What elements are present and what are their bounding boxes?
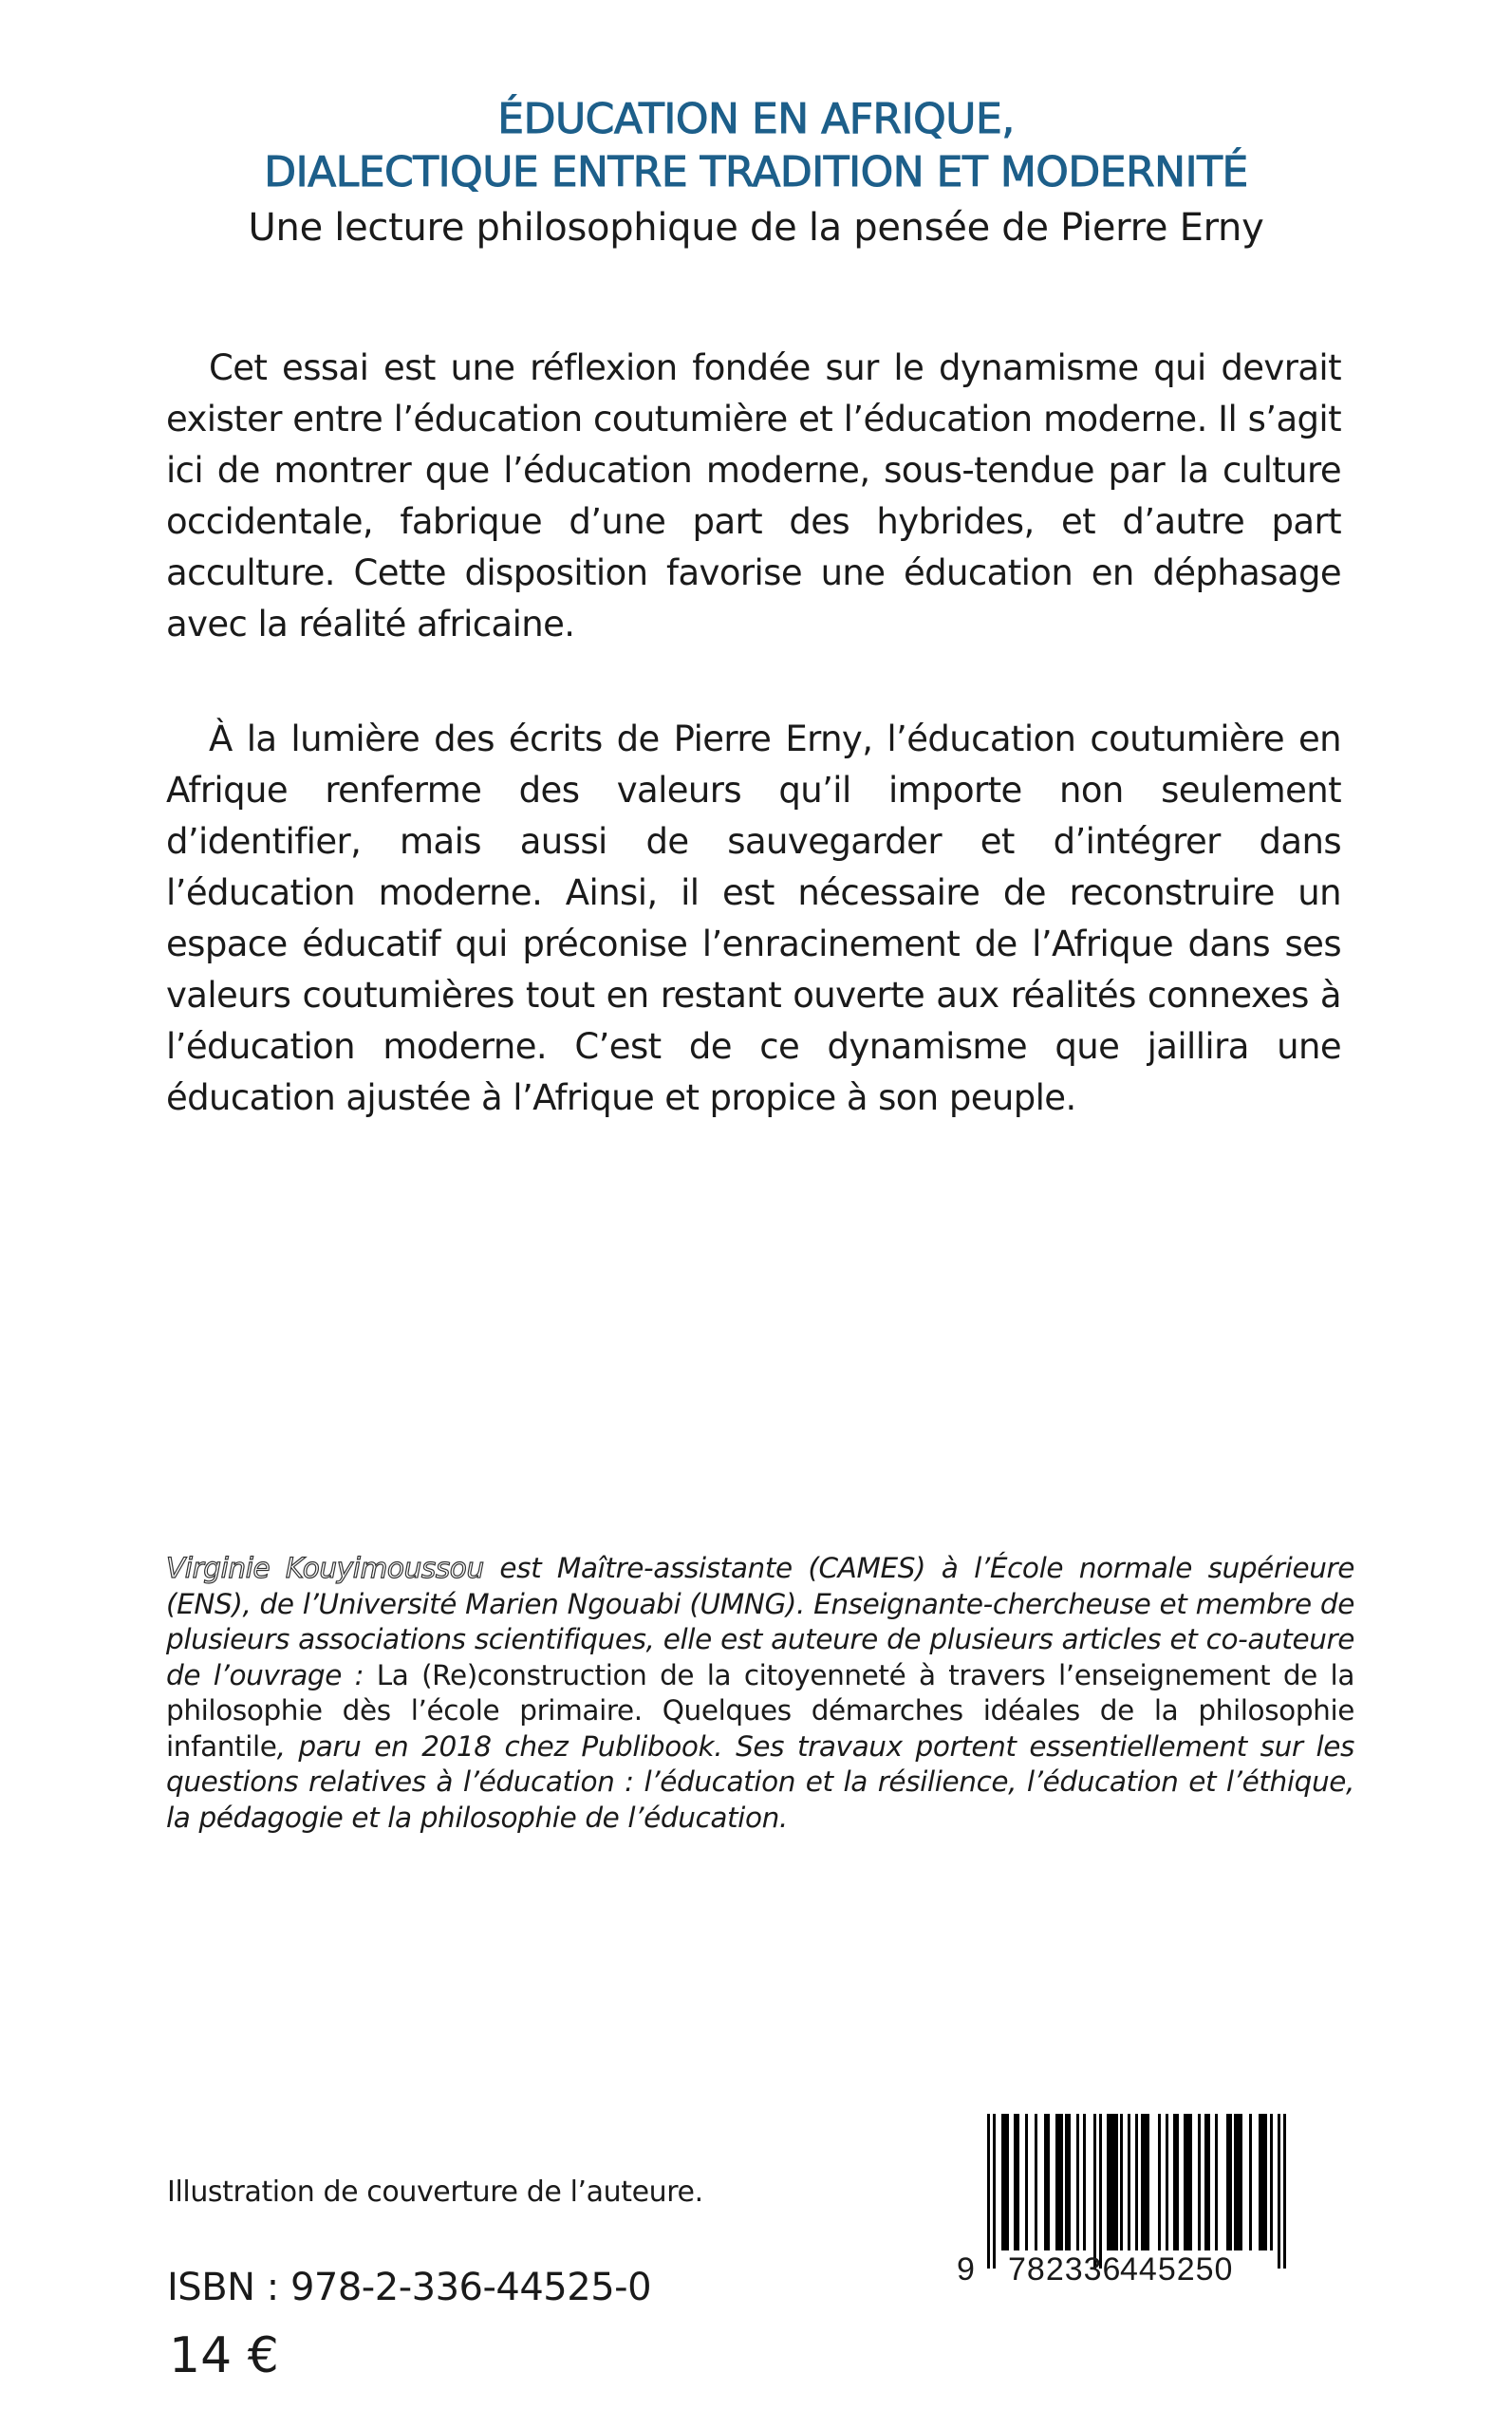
subtitle: Une lecture philosophique de la pensée de Pierre Erny [248,206,1264,250]
author-bio [166,1551,1354,1836]
illustration-credit: Illustration de couverture de l’auteure. [167,2176,703,2209]
bio-book-title: La (Re)construction de la citoyenneté à travers l’enseignement de la philosophie dès l’école primaire. Quelques démarches idéales de la philosophie infantile [166,1658,1354,1763]
price: 14 € [169,2327,279,2384]
barcode-first-digit: 9 [957,2251,975,2288]
title-line-1: ÉDUCATION EN AFRIQUE, [497,95,1015,143]
cover-title-block [0,93,1512,254]
blurb-paragraph-2: À la lumière des écrits de Pierre Erny, l’éducation coutumière en Afrique renferme des valeurs qu’il importe non seulement d’identifier, mais aussi de sauvegarder et d’intégrer dans l’éducation moderne. Ainsi, il est nécessaire de reconstruire un espace éducatif qui préconise l’enracinement de l’Afrique dans ses valeurs coutumières tout en restant ouverte aux réalités connexes à l’éducation moderne. C’est de ce dynamisme que jaillira une éducation ajustée à l’Afrique et propice à son peuple. [166,719,1341,1118]
author-name: Virginie Kouyimoussou [166,1552,484,1584]
barcode-left-digits: 782336 [1008,2251,1122,2288]
bio-text-2: , paru en 2018 chez Publibook. Ses travaux portent essentiellement sur les questions relatives à l’éducation : l’éducation et la résilience, l’éducation et l’éthique, la pédagogie et la philosophie de l’éducation. [166,1729,1354,1834]
bio-text-1: est Maître-assistante (CAMES) à l’École normale supérieure (ENS), de l’Université Marien Ngouabi (UMNG). Enseignante-chercheuse et membre de plusieurs associations scientifiques, elle est auteure de plusieurs articles et co-auteure de l’ouvrage : [166,1552,1354,1691]
isbn: ISBN : 978-2-336-44525-0 [167,2266,652,2309]
blurb-paragraph-1: Cet essai est une réflexion fondée sur le dynamisme qui devrait exister entre l’éducation coutumière et l’éducation moderne. Il s’agit ici de montrer que l’éducation moderne, sous-tendue par la culture occidentale, fabrique d’une part des hybrides, et d’autre part acculture. Cette disposition favorise une éducation en déphasage avec la réalité africaine. [166,347,1341,644]
barcode [949,2114,1338,2294]
title-line-2: DIALECTIQUE ENTRE TRADITION ET MODERNITÉ [264,148,1248,196]
barcode-right-digits: 445250 [1120,2251,1234,2288]
